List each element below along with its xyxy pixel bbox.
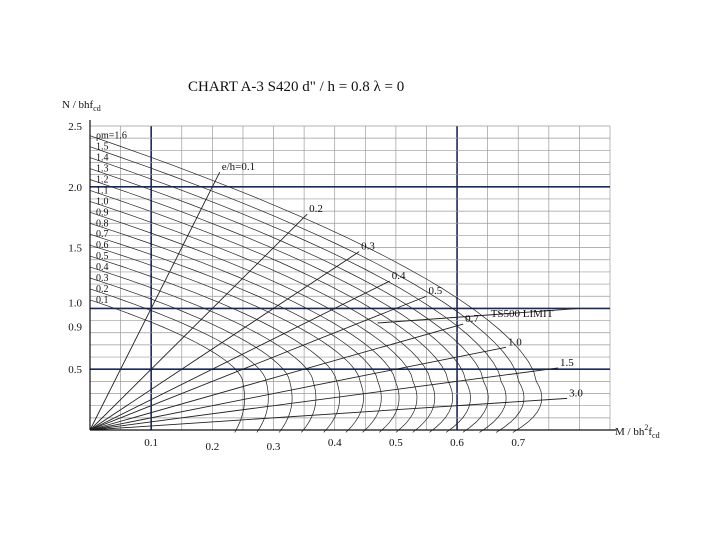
y-axis-title [62,99,101,113]
eccentricity-label-1.5: 1.5 [560,356,574,369]
x-tick-label: 0.2 [205,441,220,453]
eccentricity-line-3 [90,398,567,430]
rho-label: 1.3 [96,163,109,175]
eccentricity-label-0.7: 0.7 [465,313,479,326]
rho-label: ρm=1.6 [96,130,127,142]
rho-label: 0.8 [96,218,109,230]
eccentricity-label-3: 3.0 [569,387,583,400]
interaction-curve-rho-1 [90,201,435,432]
y-axis-title-main: N / bhf [62,99,94,111]
interaction-curve-rho-0.6 [90,245,364,432]
eccentricity-line-0.7 [90,324,463,430]
eccentricity-label-0.3: 0.3 [361,240,375,253]
y-tick-label: 0.9 [68,321,82,334]
x-tick-label: 0.5 [389,437,403,449]
interaction-curve-rho-1.2 [90,180,471,433]
rho-label: 1.1 [96,185,109,197]
rho-label: 1.2 [96,174,109,186]
y-tick-label: 2.5 [68,121,82,133]
interaction-curve-rho-0.2 [90,289,268,433]
eccentricity-label-0.1: e/h=0.1 [221,161,256,174]
eccentricity-label-0.2: 0.2 [309,203,323,216]
y-axis-title-sub: cd [93,104,101,113]
rho-label: 0.1 [96,294,109,306]
x-axis-title-part: f [648,426,653,438]
rho-label: 1.5 [96,141,109,153]
x-axis-title-part: M / bh [615,426,645,438]
x-axis-title-part: cd [652,431,660,440]
rho-label: 0.2 [96,283,109,295]
x-tick-label: 0.6 [450,437,464,449]
rho-label: 0.3 [96,273,109,284]
y-tick-label: 2.0 [68,181,82,194]
interaction-curve-rho-1.3 [90,169,488,433]
rho-label: 1.0 [96,196,109,208]
rho-label: 0.6 [96,240,109,252]
y-tick-label: 1.0 [68,297,82,310]
x-tick-label: 0.4 [327,437,342,449]
eccentricity-label-0.5: 0.5 [428,285,443,298]
y-tick-label: 0.5 [68,364,82,377]
y-tick-label: 1.5 [68,242,82,255]
x-tick-label: 0.7 [511,437,526,449]
rho-label: 0.7 [96,229,109,241]
eccentricity-line-0.4 [90,281,390,430]
eccentricity-label-1: 1.0 [508,336,522,349]
grid-lines [90,126,610,430]
eccentricity-line-0.2 [90,214,307,430]
rho-label: 0.4 [96,262,109,274]
x-tick-label: 0.1 [144,437,159,449]
x-axis-title [615,423,660,440]
eccentricity-label-0.4: 0.4 [391,270,406,283]
x-axis-title-part: 2 [644,423,649,432]
ts500-limit-label: TS500 LIMIT [490,307,554,320]
chart-title: CHART A-3 S420 d" / h = 0.8 λ = 0 [188,79,405,95]
rho-label: 0.5 [96,251,109,263]
rho-label: 1.4 [96,152,109,164]
x-tick-label: 0.3 [266,441,281,453]
eccentricity-line-0.5 [90,296,426,430]
rho-label: 0.9 [96,207,109,219]
interaction-curve-rho-1.1 [90,190,453,432]
